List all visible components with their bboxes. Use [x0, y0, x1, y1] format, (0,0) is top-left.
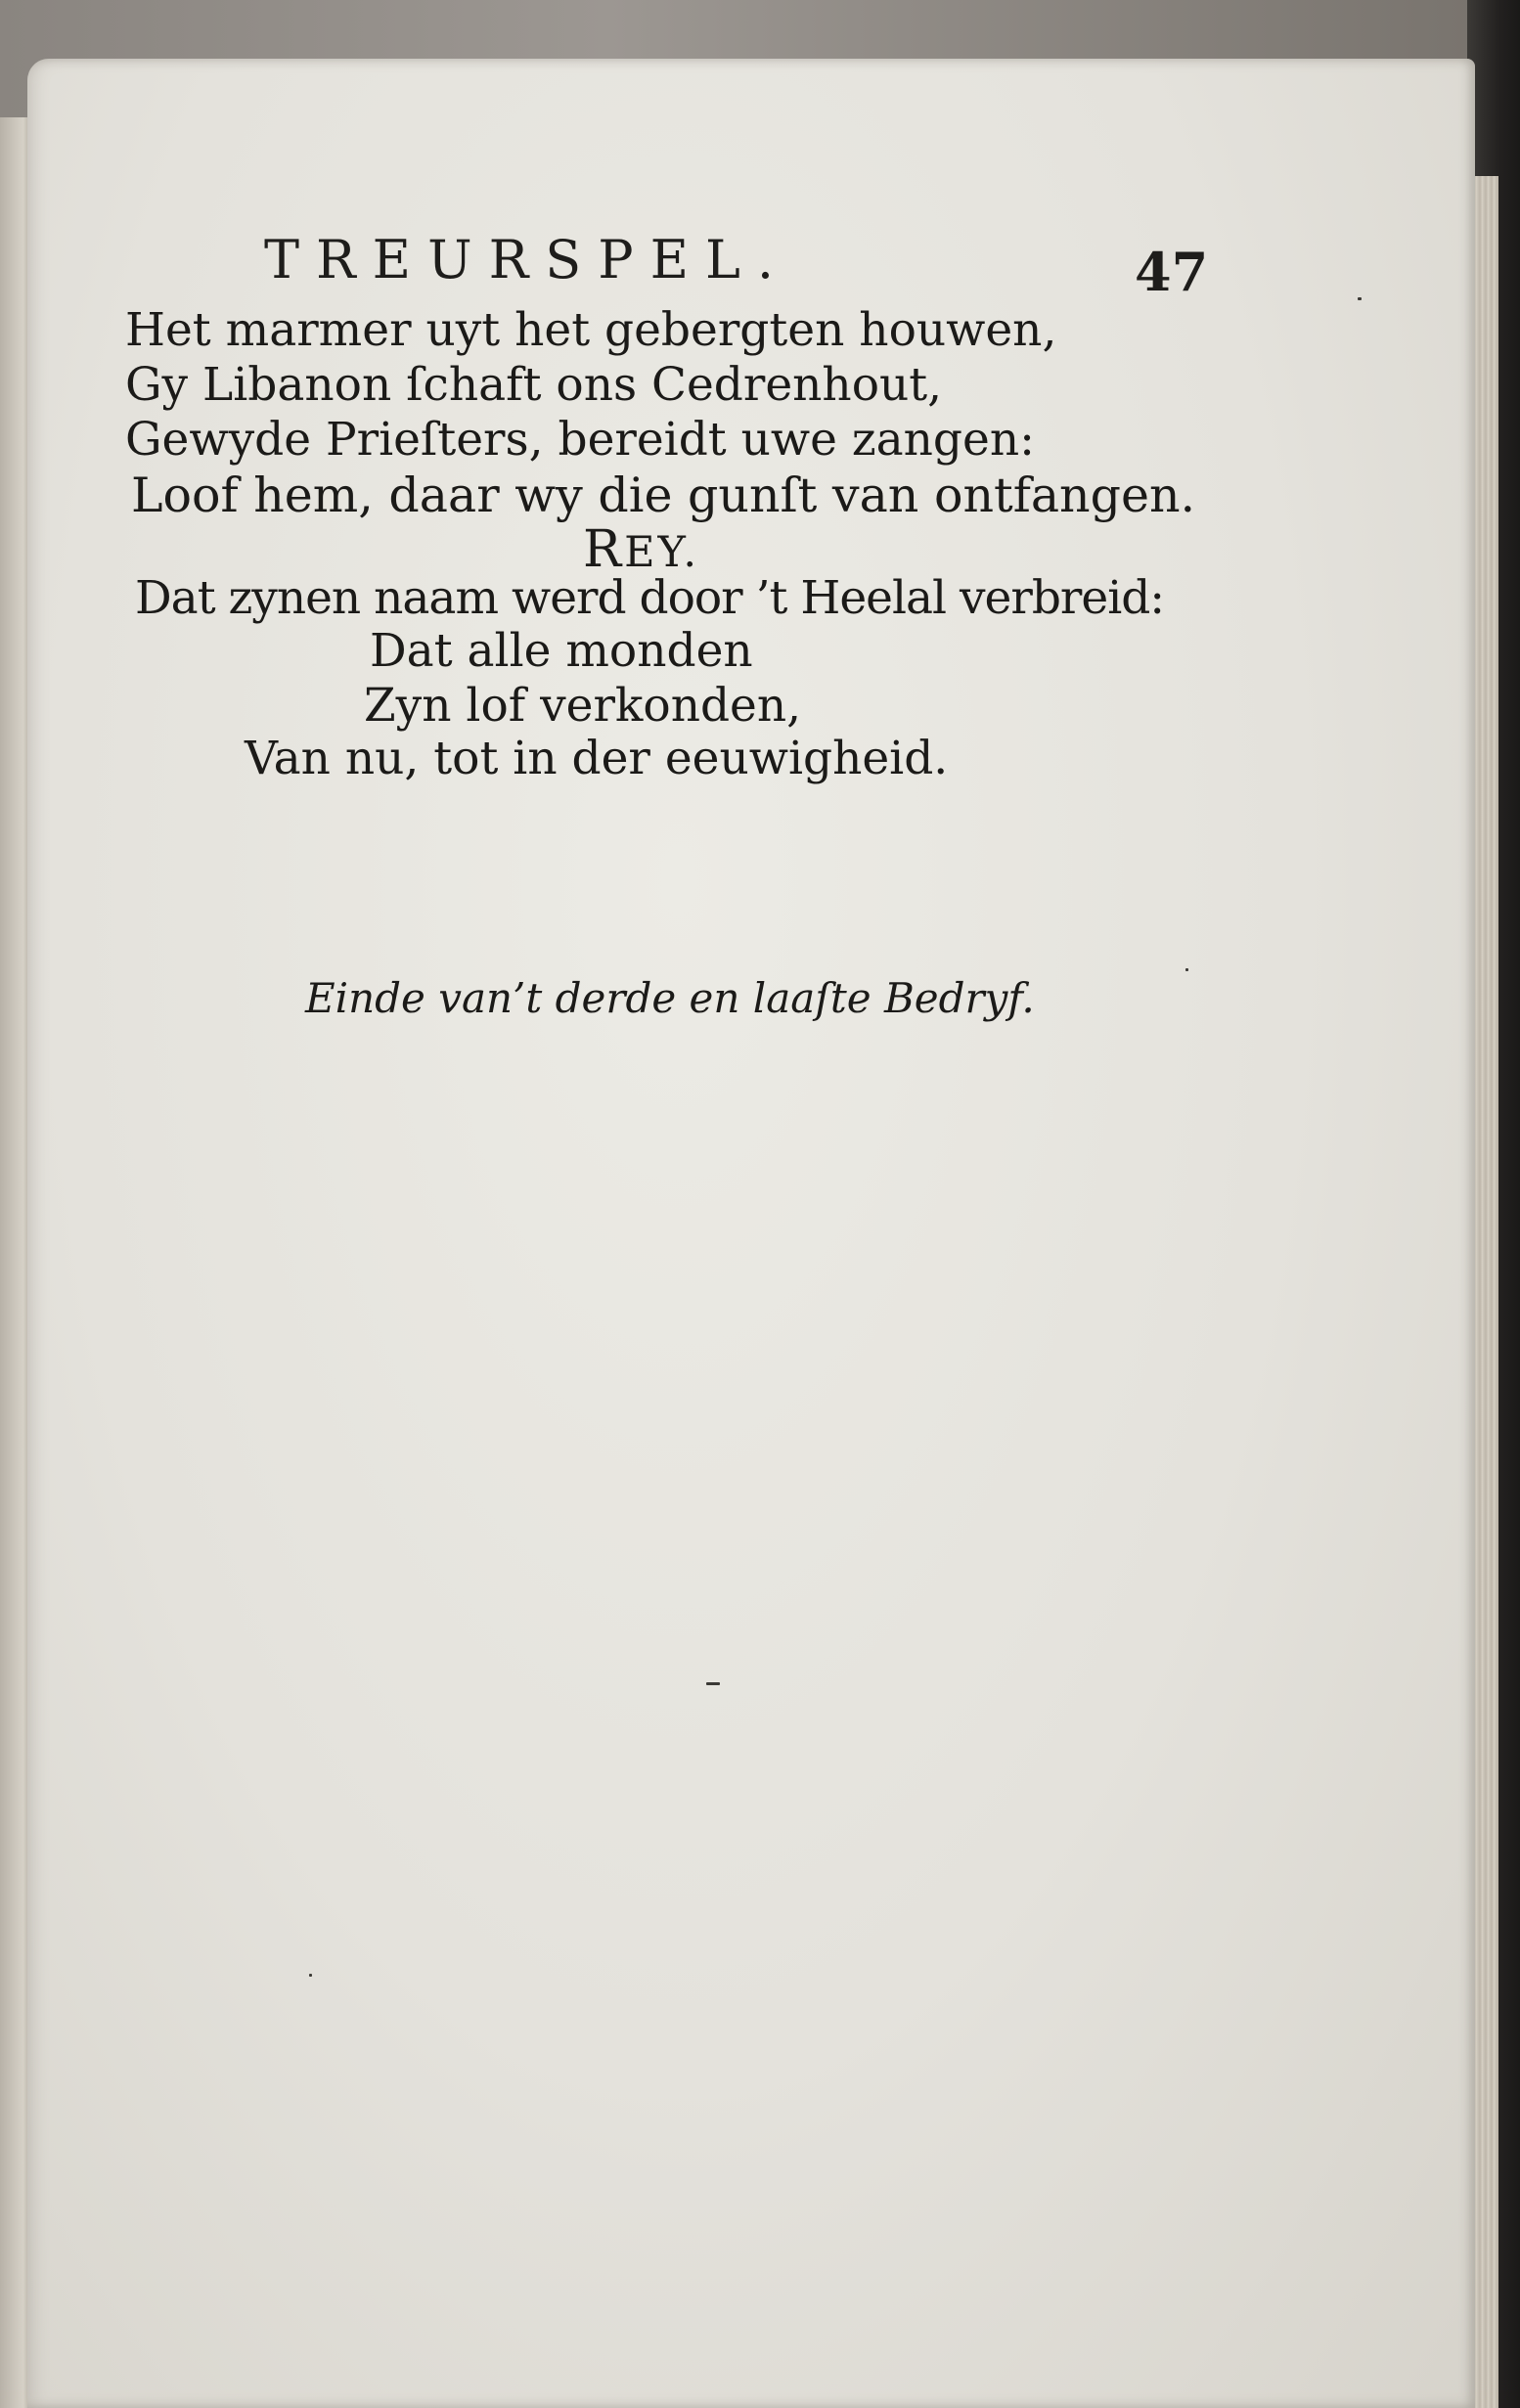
- verse-line: Het marmer uyt het gebergten houwen,: [125, 303, 1057, 357]
- verse-line: Gewyde Prieſters, bereidt uwe zangen:: [125, 413, 1035, 467]
- verse-line: Dat alle monden: [370, 624, 753, 678]
- verse-line: Gy Libanon ſchaft ons Cedrenhout,: [125, 358, 943, 412]
- page-number: 47: [1135, 241, 1209, 303]
- verse-line: Van nu, tot in der eeuwigheid.: [245, 732, 949, 785]
- speaker-heading: [583, 520, 699, 579]
- verse-line: Dat zynen naam werd door ’t Heelal verbreid:: [135, 571, 1165, 625]
- speaker-initial: R: [583, 520, 625, 579]
- verse-line: Zyn lof verkonden,: [364, 679, 802, 733]
- end-of-act-note: Einde van’t derde en laaſte Bedryf.: [305, 974, 1035, 1022]
- verse-line: Loof hem, daar wy die gunſt van ontfangen.: [131, 468, 1196, 523]
- running-head: TREURSPEL.: [264, 229, 791, 290]
- speaker-rest: EY.: [624, 528, 700, 577]
